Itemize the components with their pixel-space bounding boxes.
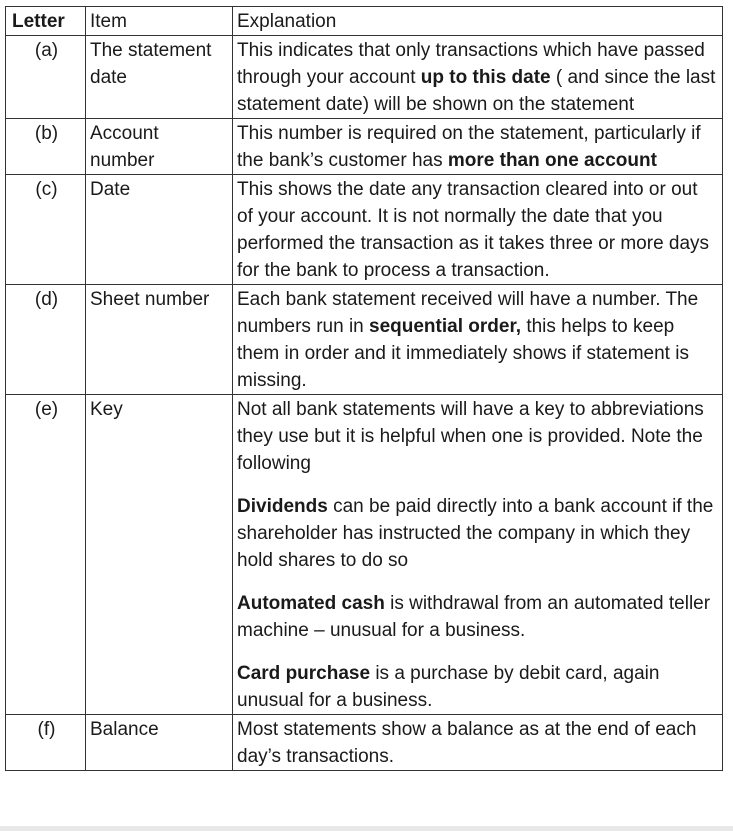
row-letter: (f) <box>6 715 86 771</box>
emphasis-text: Dividends <box>237 496 328 517</box>
table-row <box>6 36 723 119</box>
explanation-text: can be paid directly into a bank account if the shareholder has instructed the company in which they hold shares to do so <box>237 496 714 571</box>
explanation-paragraph <box>237 716 718 770</box>
explanation-text: ( and since the last statement date) will be shown on the statement <box>237 67 716 115</box>
bank-statement-items-table <box>5 6 723 771</box>
explanation-text: Each bank statement received will have a number. The numbers run in <box>237 289 699 337</box>
row-letter: (b) <box>6 119 86 175</box>
row-item: Date <box>86 175 233 285</box>
explanation-paragraph <box>237 396 718 477</box>
row-item: Balance <box>86 715 233 771</box>
explanation-text: This number is required on the statement, particularly if the bank’s customer has <box>237 123 701 171</box>
header-explanation: Explanation <box>233 7 723 36</box>
emphasis-text: Automated cash <box>237 593 385 614</box>
explanation-text: is a purchase by debit card, again unusual for a business. <box>237 663 660 711</box>
explanation-text: is withdrawal from an automated teller machine – unusual for a business. <box>237 593 711 641</box>
explanation-text: This indicates that only transactions which have passed through your account <box>237 40 705 88</box>
explanation-paragraph <box>237 176 718 284</box>
row-explanation <box>233 715 723 771</box>
row-explanation <box>233 119 723 175</box>
explanation-paragraph <box>237 590 718 644</box>
table-row <box>6 285 723 395</box>
header-item: Item <box>86 7 233 36</box>
emphasis-text: Card purchase <box>237 663 371 684</box>
explanation-text: this helps to keep them in order and it immediately shows if statement is missing. <box>237 316 689 391</box>
explanation-paragraph <box>237 286 718 394</box>
row-item: Key <box>86 395 233 715</box>
row-item: The statement date <box>86 36 233 119</box>
row-explanation <box>233 36 723 119</box>
table-row <box>6 395 723 715</box>
explanation-text: This shows the date any transaction cleared into or out of your account. It is not normally the date that you performed the transaction as it takes three or more days for the bank to process a transaction. <box>237 179 710 281</box>
table-row <box>6 715 723 771</box>
explanation-text: Most statements show a balance as at the end of each day’s transactions. <box>237 719 697 767</box>
row-letter: (c) <box>6 175 86 285</box>
explanation-paragraph <box>237 120 718 174</box>
explanation-paragraph <box>237 37 718 118</box>
emphasis-text: up to this date <box>420 67 551 88</box>
explanation-paragraph <box>237 493 718 574</box>
table-row <box>6 119 723 175</box>
table-row <box>6 175 723 285</box>
row-letter: (e) <box>6 395 86 715</box>
row-item: Sheet number <box>86 285 233 395</box>
row-letter: (d) <box>6 285 86 395</box>
explanation-text: Not all bank statements will have a key to abbreviations they use but it is helpful when one is provided. Note the following <box>237 399 704 474</box>
table-body <box>6 36 723 771</box>
emphasis-text: sequential order, <box>369 316 522 337</box>
row-explanation <box>233 395 723 715</box>
row-item: Account number <box>86 119 233 175</box>
explanation-paragraph <box>237 660 718 714</box>
row-explanation <box>233 175 723 285</box>
row-letter: (a) <box>6 36 86 119</box>
header-letter: Letter <box>6 7 86 36</box>
row-explanation <box>233 285 723 395</box>
page-bottom-edge <box>0 826 733 831</box>
emphasis-text: more than one account <box>447 150 657 171</box>
table-header-row <box>6 7 723 36</box>
